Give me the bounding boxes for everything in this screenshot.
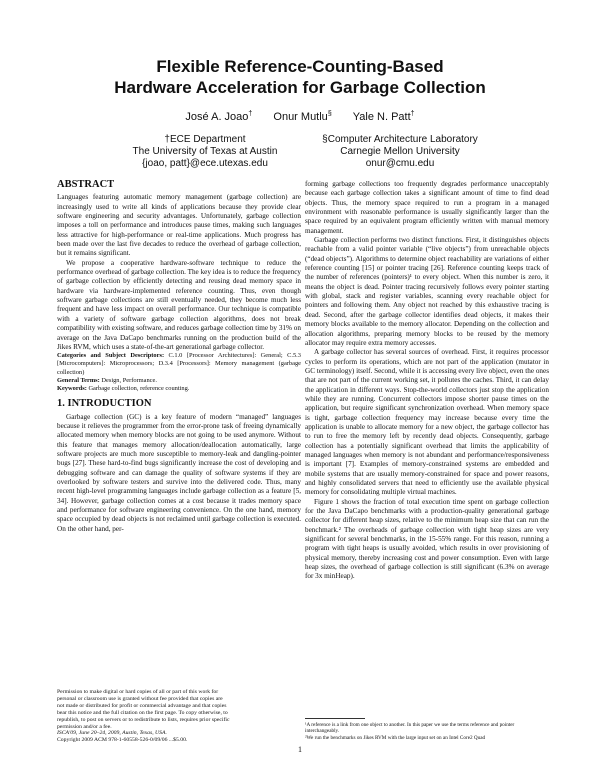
author-3: Yale N. Patt† <box>352 110 415 123</box>
general-terms: General Terms: Design, Performance. <box>57 376 157 384</box>
paper-title <box>0 56 600 98</box>
affiliation-university: Carnegie Mellon University <box>340 146 460 157</box>
body-paragraph: forming garbage collections too frequently degrades performance unacceptably because each garbage collection takes a significant amount of time to find dead objects. Thus, the memory space required to run a program in a managed environment with reasonable performance is usually significantly larger than the space required by an equivalent program efficiently written with manual memory management. <box>305 180 549 235</box>
abstract-heading: ABSTRACT <box>57 179 115 190</box>
permission-notice: Permission to make digital or hard copies of all or part of this work for personal or classroom use is granted without fee provided that copies are not made or distributed for profit or commercial advantage and that copies bear this notice and the full citation on the first page. To copy otherwise, to republish, to post on servers or to redistribute to lists, requires prior specific permission and/or a fee. ISCA'09, June 20–24, 2009, Austin, Texas, USA. Copyright 2009 ACM 978-1-60558-526-0/09/06 ...$5.00. <box>57 689 230 744</box>
title-line-2: Hardware Acceleration for Garbage Collection <box>114 78 486 97</box>
introduction-heading: 1. INTRODUCTION <box>57 398 152 410</box>
abstract-paragraph: Languages featuring automatic memory management (garbage collection) are increasingly used to write all kinds of applications because they provide clear software engineering and security advantages. Unfortunately, garbage collection imposes a toll on performance and introduces pause times, making such languages less attractive for high-performance or real-time applications. Much progress has been made over the last five decades to reduce the overhead of garbage collection, but it remains significant. <box>57 193 301 258</box>
left-column <box>57 180 301 534</box>
categories: Categories and Subject Descriptors: C.1.0 [Processor Architectures]: General; C.5.3 [Microcomputers]: Microprocessors; D.3.4 [Processors]: Memory management (garbage collection) <box>57 352 301 376</box>
affiliation-dept: †ECE Department <box>164 134 246 145</box>
intro-paragraph: Garbage collection (GC) is a key feature of modern “managed” languages because it relieves the programmer from the error-prone task of freeing dynamically allocated memory when memory blocks are not going to be used anymore. Without this feature that manages memory allocation/deallocation automatically, large software projects are much more susceptible to memory-leak and dangling-pointer bugs [27]. These hard-to-find bugs significantly increase the cost of developing and debugging software and can damage the quality of software systems if they are overlooked by software testers and survive into the delivered code. Thus, many recent high-level programming languages include garbage collection as a feature [5, 34]. However, garbage collection comes at a cost because it trades memory space and performance for software engineering convenience. On the one hand, memory space occupied by dead objects is not reclaimed until garbage collection is executed. On the other hand, per- <box>57 412 301 533</box>
footnotes <box>305 720 549 741</box>
title-line-1: Flexible Reference-Counting-Based <box>156 57 444 76</box>
author-2: Onur Mutlu§ <box>273 110 332 123</box>
abstract-paragraph: We propose a cooperative hardware-software technique to reduce the performance overhead of garbage collection. The key idea is to reduce the frequency of garbage collection by efficiently detecting and reusing dead memory space in hardware via hardware-implemented reference counting. Thus, even though software garbage collections are still eventually needed, they become much less frequent and have less impact on overall performance. Our technique is compatible with a variety of software garbage collection algorithms, does not break compatibility with existing software, and reduces garbage collection time by 31% on average on the Java DaCapo benchmarks running on the production build of the Jikes RVM, which uses a state-of-the-art generational garbage collector. <box>57 258 301 351</box>
body-paragraph: Garbage collection performs two distinct functions. First, it distinguishes objects reachable from a valid pointer variable (“live objects”) from unreachable objects (“dead objects”). Algorithms to determine object reachability are variations of either reference counting [15] or pointer tracing [26]. Reference counting keeps track of the number of references (pointers)¹ to every object. When this number is zero, it means the object is dead. Pointer tracing recursively follows every pointer starting with global, stack and register variables, scanning every reachable object for pointers and following them. Any object not reached by this exhaustive tracing is dead. Second, after the garbage collector identifies dead objects, it makes their memory blocks available to the memory allocator. Depending on the collection and allocation algorithms, preparing memory blocks to be reused by the memory allocator may require extra memory accesses. <box>305 236 549 347</box>
body-paragraph: A garbage collector has several sources of overhead. First, it requires processor cycles to perform its operations, which are not part of the application (mutator in GC terminology) itself. Second, while it is accessing every live object, even the ones that are not part of the current working set, it pollutes the caches. Third, it can delay the application in different ways. Stop-the-world collectors just stop the application while they are running. Concurrent collectors impose shorter pause times on the application, but require significant synchronization overhead. When memory space is tight, garbage collection frequency may increase because every time the application is unable to allocate memory for a new object, the garbage collector has to run to free the memory left by recently dead objects. Consequently, garbage collection has a potentially significant overhead that limits the applicability of managed languages when memory is not abundant and performance/responsiveness is important [7]. Examples of memory-constrained systems are embedded and mobile systems that are usually memory-constrained for space and power reasons, and highly consolidated servers that need to efficiently use the available physical memory for consolidating multiple virtual machines. <box>305 348 549 497</box>
keywords: Keywords: Garbage collection, reference counting. <box>57 385 190 392</box>
affiliation-left <box>130 134 280 170</box>
body-paragraph: Figure 1 shows the fraction of total execution time spent on garbage collection for the Java DaCapo benchmarks with a production-quality generational garbage collector for different heap sizes, relative to the minimum heap size that can run the benchmark.² The overheads of garbage collection with tight heap sizes are very significant for several benchmarks, in the 15-55% range. For this reason, running a program with tight heaps is usually avoided, which results in over provisioning of physical memory, thereby increasing cost and power consumption. Even with large heap sizes, the overhead of garbage collection is still significant (6.3% on average for 3x minHeap). <box>305 497 549 581</box>
affiliation-email: onur@cmu.edu <box>365 158 435 169</box>
footnote-2: ²We run the benchmarks on Jikes RVM with the large input set on an Intel Core2 Quad <box>305 734 486 741</box>
affiliation-dept: §Computer Architecture Laboratory <box>322 134 478 145</box>
affiliation-right <box>320 134 480 170</box>
author-list <box>0 110 600 123</box>
page-number: 1 <box>298 745 302 754</box>
footnote-rule <box>305 718 365 719</box>
author-1: José A. Joao† <box>185 110 253 123</box>
footnote-1: ¹A reference is a link from one object to another. In this paper we use the terms reference and pointer interchangeably. <box>305 722 515 735</box>
affiliation-university: The University of Texas at Austin <box>132 146 278 157</box>
affiliation-email: {joao, patt}@ece.utexas.edu <box>142 158 268 169</box>
right-column <box>305 180 549 582</box>
